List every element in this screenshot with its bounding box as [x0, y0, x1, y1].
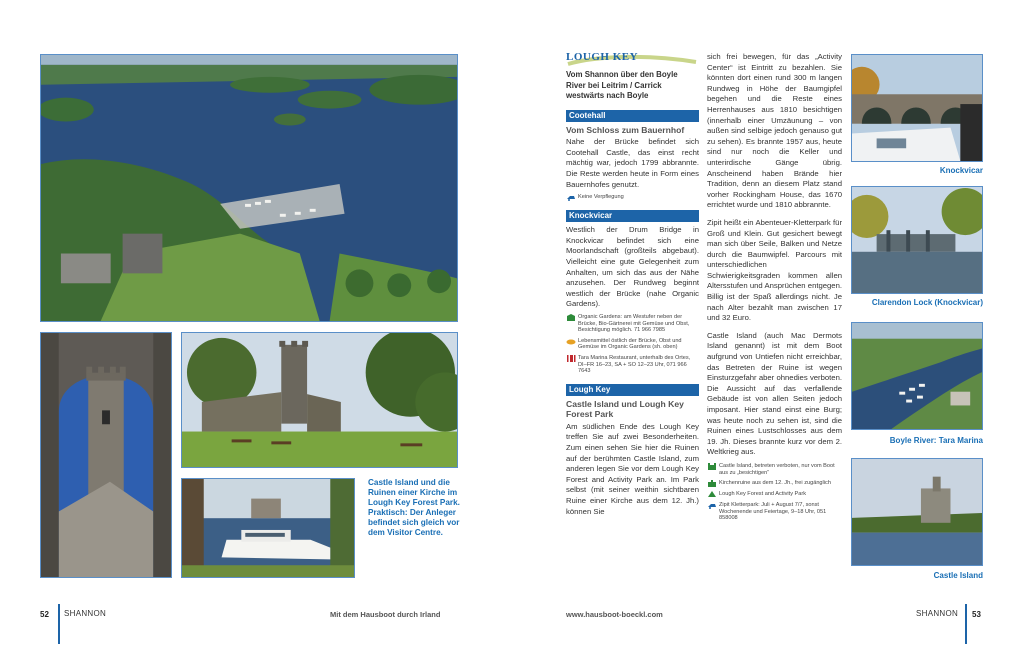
park-icon	[707, 491, 717, 498]
section-text-knockvicar: Westlich der Drum Bridge in Knockvicar befindet sich eine Moorlandschaft (großteils abgebaut). Vielleicht eine gute Gelegenheit zum Anhalten, um sich das aus der Nähe anzusehen. Der Rundweg beginnt westlich der Brücke (nahe Organic Gardens).	[566, 225, 699, 309]
region-intro: Vom Shannon über den Boyle River bei Leitrim / Carrick westwärts nach Boyle	[566, 70, 678, 101]
left-running-head: SHANNON	[64, 609, 107, 618]
climbing-icon	[707, 502, 717, 509]
left-photo-caption: Castle Island und die Ruinen einer Kirche im Lough Key Forest Park. Praktisch: Der Anleger befindet sich gleich vor dem Visitor Centre.	[368, 478, 460, 537]
column-2	[707, 52, 842, 522]
castle-icon	[707, 463, 717, 470]
tara-marina-photo	[851, 322, 983, 430]
section-text-loughkey: Am südlichen Ende des Lough Key treffen Sie auf zwei Besonderheiten. Zum einen sehen Sie hier die Ruinen auf der berühmten Castle Island, zum anderen legen Sie vor dem Lough Key Forest and Activity Park an. Im Park selbst (mit seiner weithin sichtbaren Ruine einer Kirche aus dem 12. Jh.) können Sie	[566, 421, 699, 516]
right-footer-url: www.hausboot-boeckl.com	[566, 610, 663, 619]
section-text-cootehall: Nahe der Brücke befindet sich Cootehall Castle, das einst recht mächtig war, jedoch 1799 abbrannte. Die Reste werden heute in Form eines Bauernhofes genutzt.	[566, 137, 699, 189]
info-item: Lough Key Forest and Activity Park	[707, 491, 842, 498]
no-food-icon	[566, 194, 576, 201]
info-item: Organic Gardens: am Westufer neben der Brücke, Bio-Gärtnerei mit Gemüse und Obst, Besichtigung möglich. 71 966 7985	[566, 314, 699, 334]
right-running-head: SHANNON	[916, 609, 959, 618]
section-header-loughkey: Lough Key	[566, 384, 699, 396]
houseboat-photo	[181, 478, 355, 578]
castle-island-photo	[851, 458, 983, 566]
restaurant-icon	[566, 355, 576, 362]
region-title	[566, 52, 699, 68]
column-1	[566, 52, 699, 517]
bread-icon	[566, 338, 576, 345]
section-header-cootehall: Cootehall	[566, 110, 699, 122]
left-footer-title: Mit dem Hausboot durch Irland	[330, 610, 441, 619]
info-item: Castle Island, betreten verboten, nur vom Boot aus zu „besichtigen“	[707, 463, 842, 476]
info-item: Kirchenruine aus dem 12. Jh., frei zugänglich	[707, 480, 842, 487]
col2-para-1: sich frei bewegen, für das „Activity Center“ ist Eintritt zu bezahlen. Sie könnten dort einen rund 300 m langen Rundweg in Höhe der Baumgipfel begehen und die Reste eines Herrenhauses aus 1810 besichtigen (innerhalb einer Umzäunung – von außen sind selbige jedoch genauso gut zu sehen). Es brannte 1957 aus, heute sind nur noch die Keller und unterirdische Gänge übrig. Anscheinend haben Brände hier Tradition, denn an diesem Platz stand vorher Rockingham House, das 1670 errichtet wurde und 1810 abbrannte.	[707, 52, 842, 210]
photo-caption-castle-island: Castle Island	[933, 571, 983, 580]
photo-caption-clarendon-lock: Clarendon Lock (Knockvicar)	[871, 298, 983, 307]
section-header-knockvicar: Knockvicar	[566, 210, 699, 222]
church-ruin-photo	[181, 332, 458, 468]
knockvicar-photo	[851, 54, 983, 162]
clarendon-lock-photo	[851, 186, 983, 294]
info-item: Keine Verpflegung	[566, 194, 699, 201]
photo-caption-knockvicar: Knockvicar	[939, 166, 983, 175]
church-arch-photo	[40, 332, 172, 578]
garden-icon	[566, 314, 576, 321]
info-item: Zipit Kletterpark: Juli + August 7/7, sonst Wochenende und Feiertage, 9–18 Uhr, 051 858008	[707, 502, 842, 522]
section-subtitle-loughkey: Castle Island und Lough Key Forest Park	[566, 398, 684, 420]
col2-para-2: Zipit heißt ein Abenteuer-Kletterpark für Groß und Klein. Gut gesichert bewegt man sich über Seile, Balken und Netze durch die Baumwipfel. Parcours mit unterschiedlichen Schwierigkeitsgraden kommen allen Altersstufen und Ansprüchen entgegen. Billig ist der Spaß allerdings nicht. Je nach Alter bezahlt man zwischen 17 und 32 Euro.	[707, 217, 842, 323]
aerial-lake-photo	[40, 54, 458, 322]
col2-para-3: Castle Island (auch Mac Dermots Island genannt) ist mit dem Boot aufgrund von Untiefen nicht erreichbar, das Betreten der Ruine ist wegen Einsturzgefahr aber ohnedies verboten. Die Aussicht auf das verfallende Gebäude ist von allen Seiten jedoch imposant. Hier stand einst eine Burg; was heute noch zu sehen ist, sind die Ruinen eines Lustschlosses aus dem 19. Jh. Dieses brannte kurz vor dem 2. Weltkrieg aus.	[707, 330, 842, 457]
right-page-number: 53	[972, 610, 981, 619]
info-item: Lebensmittel östlich der Brücke, Obst und Gemüse im Organic Gardens (sh. oben)	[566, 338, 699, 351]
church-icon	[707, 480, 717, 487]
photo-caption-tara-marina: Boyle River: Tara Marina	[889, 436, 983, 445]
info-item: Tara Marina Restaurant, unterhalb des Ortes, DI–FR 16–23, SA + SO 12–23 Uhr, 071 966 7643	[566, 355, 699, 375]
left-footer-bar	[58, 604, 60, 644]
region-title-text: LOUGH KEY	[566, 51, 639, 63]
section-subtitle-cootehall: Vom Schloss zum Bauernhof	[566, 124, 685, 135]
right-footer-bar	[965, 604, 967, 644]
left-page-number: 52	[40, 610, 49, 619]
